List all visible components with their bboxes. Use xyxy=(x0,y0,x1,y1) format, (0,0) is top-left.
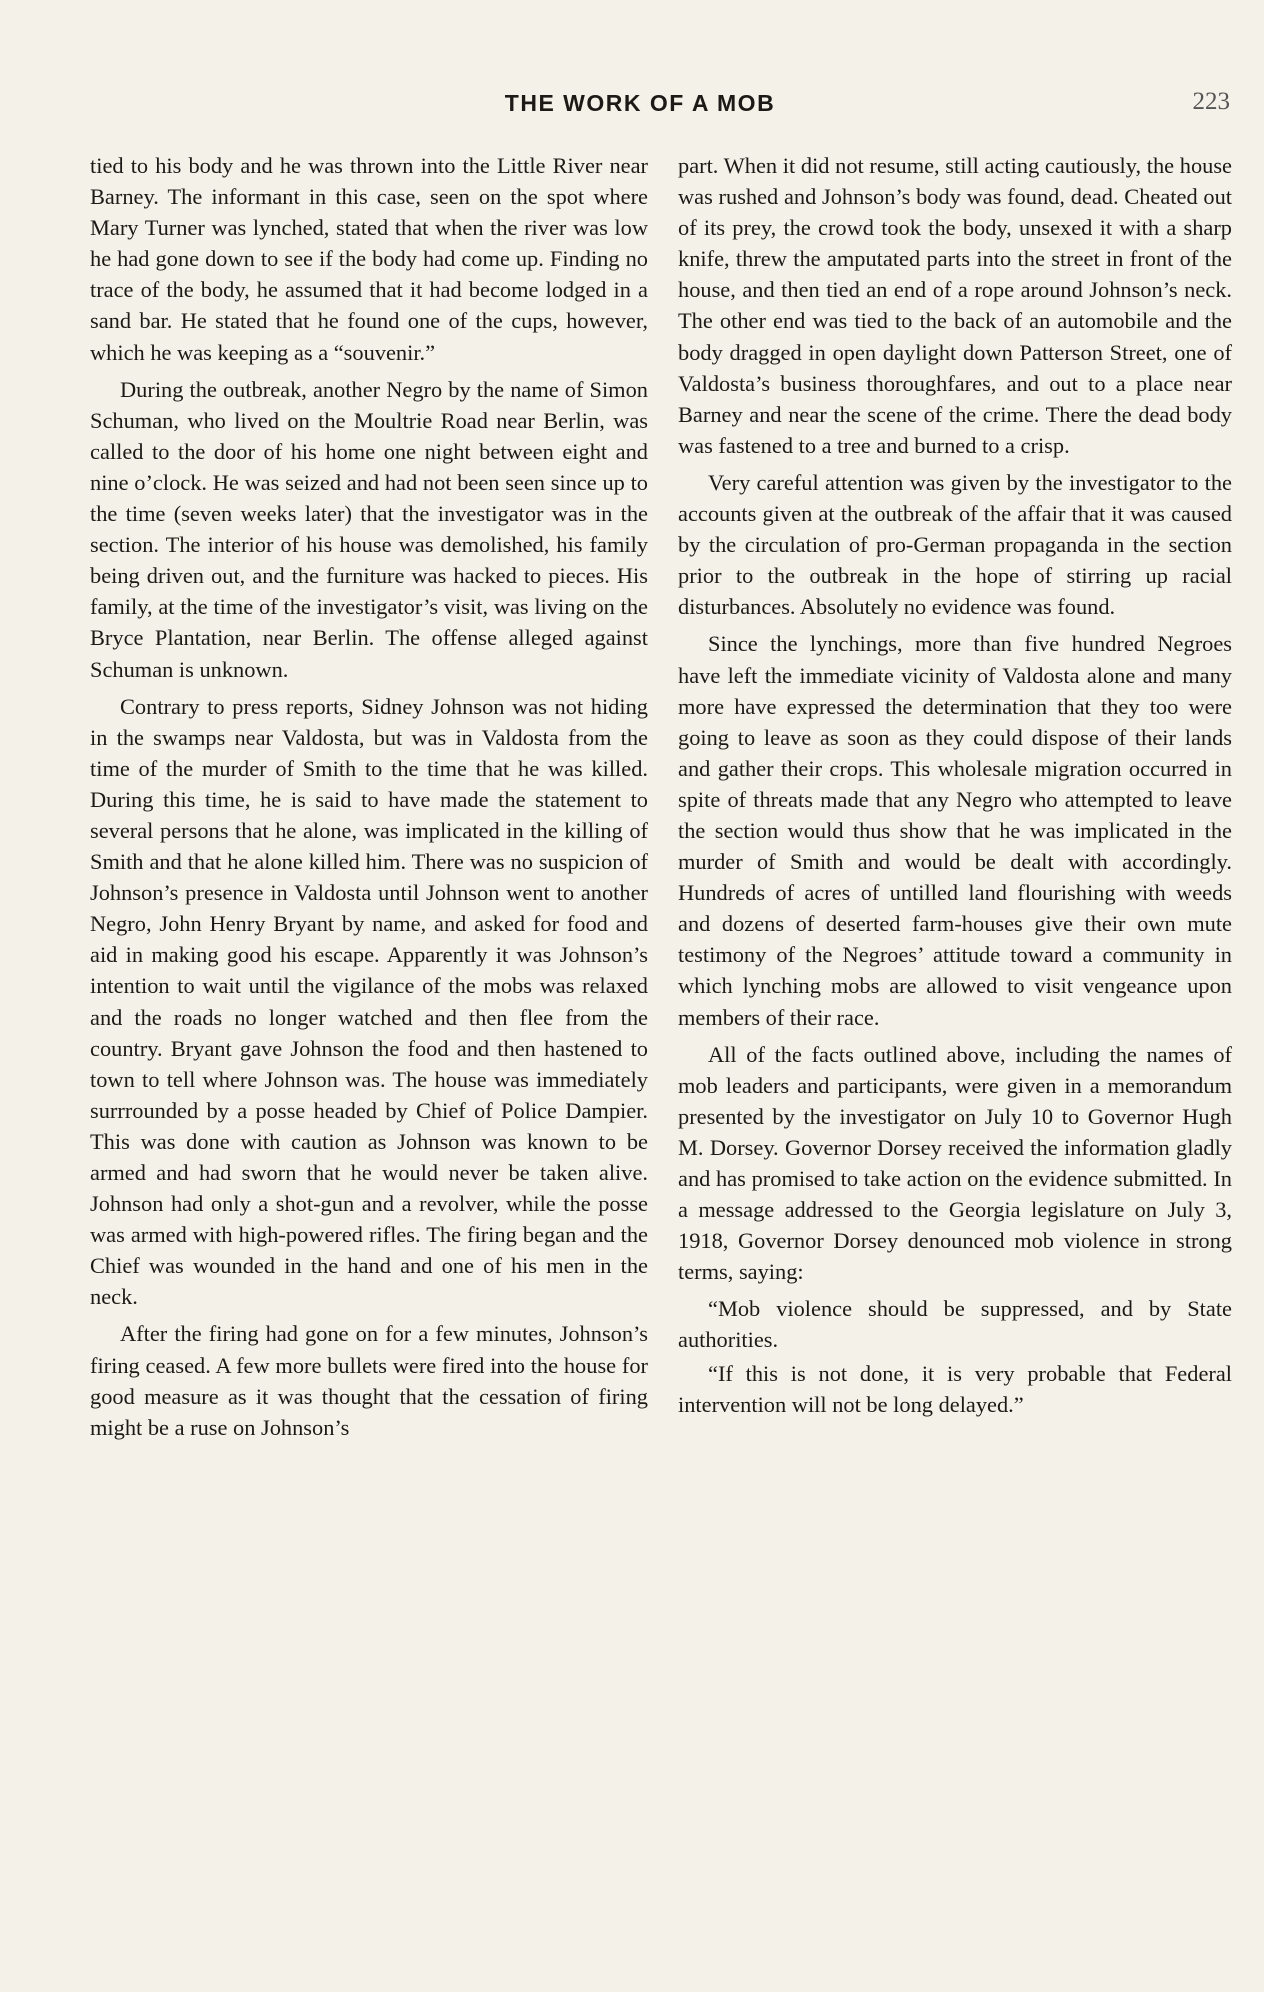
paragraph: Contrary to press reports, Sidney Johnson was not hiding in the swamps near Valdosta, but was in Valdosta from the time of the murder of Smith to the time that he was killed. During this time, he is said to have made the statement to several persons that he alone, was implicated in the killing of Smith and that he alone killed him. There was no suspicion of Johnson’s presence in Valdosta until Johnson went to another Negro, John Henry Bryant by name, and asked for food and aid in making good his escape. Apparently it was Johnson’s intention to wait until the vigilance of the mobs was relaxed and the roads no longer watched and then flee from the country. Bryant gave Johnson the food and then hastened to town to tell where Johnson was. The house was immediately surrrounded by a posse headed by Chief of Police Dampier. This was done with caution as Johnson was known to be armed and had sworn that he would never be taken alive. Johnson had only a shot-gun and a revolver, while the posse was armed with high-powered rifles. The firing began and the Chief was wounded in the hand and one of his men in the neck. xyxy=(90,693,648,1310)
paragraph: Since the lynchings, more than five hundred Negroes have left the immediate vicinity of Valdosta alone and many more have expressed the determination that they too were going to leave as soon as they could dispose of their lands and gather their crops. This wholesale migration occurred in spite of threats made that any Negro who attempted to leave the section would thus show that he was implicated in the murder of Smith and would be dealt with accordingly. Hundreds of acres of untilled land flourishing with weeds and dozens of deserted farm-houses give their own mute testimony of the Negroes’ attitude toward a community in which lynching mobs are allowed to visit vengeance upon members of their race. xyxy=(678,631,1232,1030)
left-column xyxy=(90,150,648,1449)
paragraph: Very careful attention was given by the investigator to the accounts given at the outbreak of the affair that it was caused by the circulation of pro-German propaganda in the section prior to the outbreak in the hope of stirring up racial disturbances. Absolutely no evidence was found. xyxy=(678,469,1232,620)
paragraph: After the firing had gone on for a few minutes, Johnson’s firing ceased. A few more bullets were fired into the house for good measure as it was thought that the cessation of firing might be a ruse on Johnson’s xyxy=(90,1321,648,1440)
paragraph: part. When it did not resume, still acting cautiously, the house was rushed and Johnson’s body was found, dead. Cheated out of its prey, the crowd took the body, unsexed it with a sharp knife, threw the amputated parts into the street in front of the house, and then tied an end of a rope around Johnson’s neck. The other end was tied to the back of an automobile and the body dragged in open daylight down Patterson Street, one of Valdosta’s business thoroughfares, and out to a place near Barney and near the scene of the crime. There the dead body was fastened to a tree and burned to a crisp. xyxy=(678,153,1232,458)
running-title: THE WORK OF A MOB xyxy=(504,90,776,116)
right-column xyxy=(678,150,1232,1420)
quotation: “If this is not done, it is very probable that Federal intervention will not be long delayed.” xyxy=(678,1360,1232,1417)
page-number: 223 xyxy=(1192,88,1230,115)
quotation: “Mob violence should be suppressed, and by State authorities. xyxy=(678,1296,1232,1353)
paragraph: tied to his body and he was thrown into the Little River near Barney. The informant in this case, seen on the spot where Mary Turner was lynched, stated that when the river was low he had gone down to see if the body had come up. Finding no trace of the body, he assumed that it had become lodged in a sand bar. He stated that he found one of the cups, however, which he was keeping as a “souvenir.” xyxy=(90,153,648,365)
page-header xyxy=(0,88,1264,128)
paragraph: During the outbreak, another Negro by the name of Simon Schuman, who lived on the Moultrie Road near Berlin, was called to the door of his home one night between eight and nine o’clock. He was seized and had not been seen since up to the time (seven weeks later) that the investigator was in the section. The interior of his house was demolished, his family being driven out, and the furniture was hacked to pieces. His family, at the time of the investigator’s visit, was living on the Bryce Plantation, near Berlin. The offense alleged against Schuman is unknown. xyxy=(90,376,648,682)
paragraph: All of the facts outlined above, including the names of mob leaders and participants, were given in a memorandum presented by the investigator on July 10 to Governor Hugh M. Dorsey. Governor Dorsey received the information gladly and has promised to take action on the evidence submitted. In a message addressed to the Georgia legislature on July 3, 1918, Governor Dorsey denounced mob violence in strong terms, saying: xyxy=(678,1041,1232,1285)
